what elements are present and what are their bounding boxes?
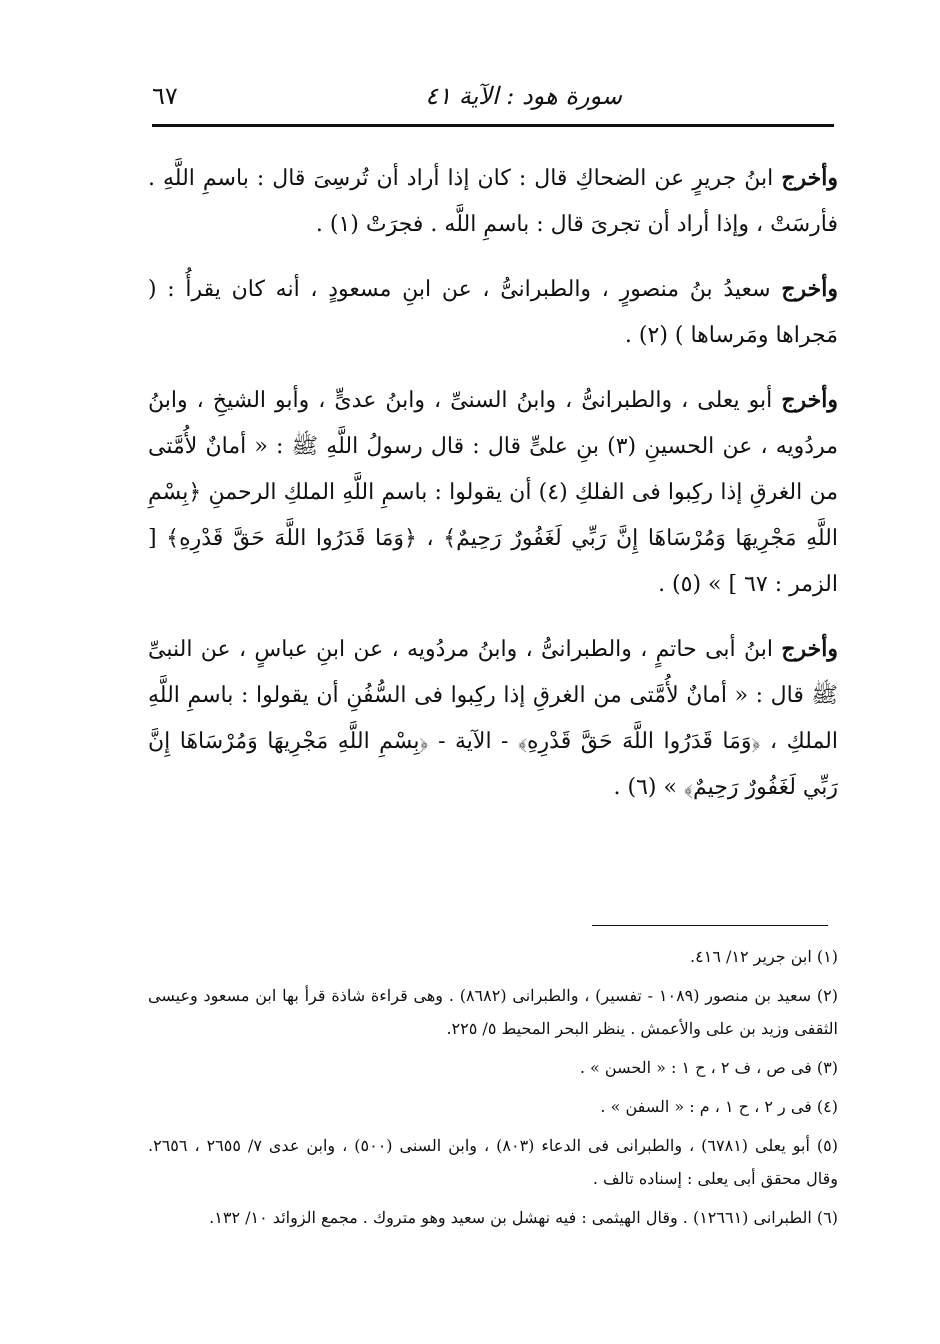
- running-title: سورة هود : الآية ٤١: [425, 82, 622, 110]
- paragraph: [148, 155, 838, 248]
- main-text: [148, 155, 838, 829]
- footnote: (٤) فى ر ٢ ، ح ١ ، م : « السفن » .: [600, 1097, 838, 1116]
- paragraph-text: ابنُ جريرٍ عن الضحاكِ قال : كان إذا أراد أن تُرسِىَ قال : باسمِ اللَّهِ . فأرسَتْ ، وإذا أراد أن تجرىَ قال : باسمِ اللَّه . فجرَتْ (١) .: [148, 166, 838, 237]
- paragraph: [148, 626, 838, 811]
- page-number: ٦٧: [152, 82, 178, 110]
- paragraph-lead: وأخرج: [781, 165, 838, 191]
- paragraph-text: سعيدُ بنُ منصورٍ ، والطبرانىُّ ، عن ابنِ مسعودٍ ، أنه كان يقرأُ : ( مَجراها ومَرساها ) (٢) .: [148, 277, 838, 348]
- paragraph-lead: وأخرج: [781, 276, 838, 302]
- footnote: (٥) أبو يعلى (٦٧٨١) ، والطبرانى فى الدعاء (٨٠٣) ، وابن السنى (٥٠٠) ، وابن عدى ٧/ ٢٦٥٥ ، ٢٦٥٦. وقال محقق أبى يعلى : إسناده تالف .: [148, 1136, 838, 1188]
- paragraph-lead: وأخرج: [781, 636, 838, 662]
- paragraph-text: ابنُ أبى حاتمٍ ، والطبرانىُّ ، وابنُ مردُويه ، عن ابنِ عباسٍ ، عن النبىِّ ﷺ قال : « أمانٌ لأُمَّتى من الغرقِ إذا ركِبوا فى السُّفُنِ أن يقولوا : باسمِ اللَّهِ الملكِ ، ﴿وَمَا قَدَرُوا اللَّهَ حَقَّ قَدْرِهِ﴾ - الآية - ﴿بِسْمِ اللَّهِ مَجْرِيهَا وَمُرْسَاهَا إِنَّ رَبِّي لَغَفُورٌ رَحِيمٌ﴾ » (٦) .: [148, 637, 838, 800]
- paragraph-lead: وأخرج: [781, 387, 838, 413]
- paragraph: [148, 266, 838, 359]
- footnote-rule: [592, 925, 828, 926]
- footnote: (٦) الطبرانى (١٢٦٦١) . وقال الهيثمى : فيه نهشل بن سعيد وهو متروك . مجمع الزوائد ١٠/ ١٣٢.: [209, 1208, 838, 1227]
- footnote: (٢) سعيد بن منصور (١٠٨٩ - تفسير) ، والطبرانى (٨٦٨٢) . وهى قراءة شاذة قرأ بها ابن مسعود وعيسى الثقفى وزيد بن على والأعمش . ينظر البحر المحيط ٥/ ٢٢٥.: [148, 986, 839, 1038]
- paragraph: [148, 377, 838, 608]
- footnote: (١) ابن جرير ١٢/ ٤١٦.: [690, 947, 838, 966]
- footnote: (٣) فى ص ، ف ٢ ، ح ١ : « الحسن » .: [579, 1058, 838, 1077]
- footnotes: [148, 940, 838, 1240]
- header-rule: [152, 124, 834, 127]
- page-header: [152, 78, 832, 122]
- paragraph-text: أبو يعلى ، والطبرانىُّ ، وابنُ السنىِّ ، وابنُ عدىٍّ ، وأبو الشيخِ ، وابنُ مردُويه ، عن الحسينِ (٣) بنِ علىٍّ قال : قال رسولُ اللَّهِ ﷺ : « أمانٌ لأُمَّتى من الغرقِ إذا ركِبوا فى الفلكِ (٤) أن يقولوا : باسمِ اللَّهِ الملكِ الرحمنِ ﴿بِسْمِ اللَّهِ مَجْرِيهَا وَمُرْسَاهَا إِنَّ رَبِّي لَغَفُورٌ رَحِيمٌ﴾ ، ﴿وَمَا قَدَرُوا اللَّهَ حَقَّ قَدْرِهِ﴾ [ الزمر : ٦٧ ] » (٥) .: [148, 388, 838, 597]
